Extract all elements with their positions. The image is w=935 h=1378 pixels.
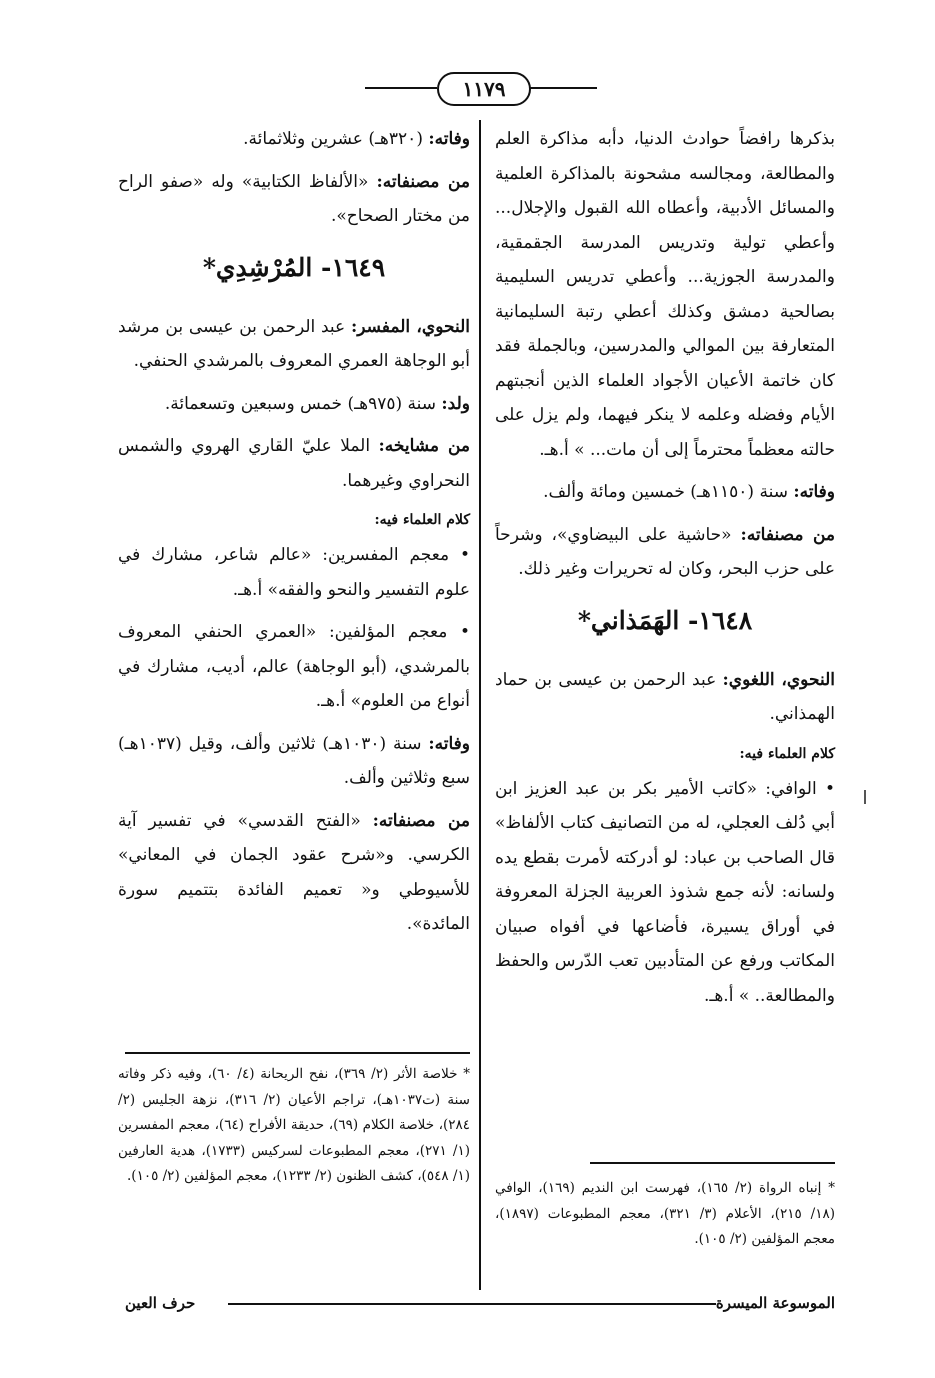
death-line [118, 122, 470, 157]
teachers-line [118, 429, 470, 498]
footnote-left: * خلاصة الأثر (٢/ ٣٦٩)، نفح الريحانة (٤/ ٦٠)، وفيه ذكر وفاته سنة (ت١٠٣٧هـ)، تراجم الأعيان (٢/ ٣١٦)، نزهة الجليس (٢/ ٢٨٤)، خلاصة الكلام (٦٩)، حديقة الأفراح (٦٤)، معجم المفسرين (١/ ٢٧١)، معجم المطبوعات لسركيس (١٧٣٣)، هدية العارفين (١/ ٥٤٨)، كشف الظنون (٢/ ١٢٣٣)، معجم المؤلفين (٢/ ١٠٥). [118, 1066, 470, 1184]
born-text: سنة (٩٧٥هـ) خمس وسبعين وتسعمائة. [164, 393, 442, 414]
entry-label: النحوي، المفسر: [350, 316, 470, 337]
death-label: وفاته: [793, 482, 835, 502]
footnote-right: * إنباه الرواة (٢/ ١٦٥)، فهرست ابن النديم (١٦٩)، الوافي (١٨/ ٢١٥)، الأعلام (٣/ ٣٢١)، معجم المطبوعات (١٨٩٧)، معجم المؤلفين (٢/ ١٠٥). [495, 1180, 835, 1247]
entry-heading-1649: ١٦٤٩- المُرْشِدِي* [202, 252, 386, 282]
works2-label: من مصنفاته: [372, 810, 471, 831]
footer-book-title: الموسوعة الميسرة [715, 1294, 835, 1312]
works-text: «الألفاظ الكتابية» وله «صفو الراح من مختار الصحاح». [118, 171, 470, 226]
entry-description [495, 663, 835, 732]
works-label: من مصنفاته: [740, 524, 835, 545]
quote-muallifin: • معجم المؤلفين: «العمري الحنفي المعروف بالمرشدي، (أبو الوجاهة) عالم، أديب، مشارك في أنواع من العلوم» أ.هـ. [118, 622, 470, 711]
entry-label: النحوي، اللغوي: [722, 669, 835, 690]
footnote-rule-right [590, 1162, 835, 1164]
death2-label: وفاته: [428, 733, 470, 754]
entry-text: عبد الرحمن بن عيسى بن حماد الهمذاني. [495, 669, 835, 724]
death-line-2 [118, 727, 470, 796]
entry-description [118, 310, 470, 379]
works-text: «حاشية على البيضاوي»، وشرحاً على حزب البحر، وكان له تحريرات وغير ذلك. [495, 524, 835, 579]
quote-mufassirin: • معجم المفسرين: «عالم شاعر، مشارك في علوم التفسير والنحو والفقه» أ.هـ. [118, 545, 470, 600]
works-line [495, 518, 835, 587]
born-line [118, 387, 470, 422]
page-number-area [0, 70, 935, 106]
page-number-rule-left [365, 87, 437, 89]
entry-heading-1648: ١٦٤٨- الهَمَذاني* [577, 605, 753, 635]
column-divider [479, 120, 481, 1290]
teachers-label: من مشايخه: [378, 436, 471, 456]
footer-section: حرف العين [125, 1294, 196, 1312]
born-label: ولد: [441, 393, 470, 414]
page-number-rule-right [527, 87, 597, 89]
footnote-rule-left [125, 1052, 470, 1054]
page-number: ١١٧٩ [437, 72, 531, 106]
works-line [118, 165, 470, 234]
left-column [118, 122, 470, 950]
death-text: (٣٢٠هـ) عشرين وثلاثمائة. [243, 129, 429, 149]
entry-text: عبد الرحمن بن عيسى بن مرشد أبو الوجاهة العمري المعروف بالمرشدي الحنفي. [118, 316, 470, 371]
footer-rule [228, 1303, 716, 1305]
death-label: وفاته: [428, 129, 470, 149]
works2-text: «الفتح القدسي» في تفسير آية الكرسي. و«شرح عقود الجمان في المعاني» للأسيوطي و« تعميم الفائدة بتتميم سورة المائدة». [118, 810, 470, 934]
scholars-heading: كلام العلماء فيه: [739, 745, 835, 762]
works-line-2 [118, 804, 470, 942]
intro-paragraph: بذكرها رافضاً حوادث الدنيا، دأبه مذاكرة العلم والمطالعة، ومجالسه مشحونة بالمذاكرة العلمية والمسائل الأدبية، وأعطاه الله القبول والإجلال... وأعطي تولية وتدريس المدرسة الجقمقية، والمدرسة الجوزية... وأعطي تدريس السليمية بصالحية دمشق وكذلك أعطي رتبة السليمانية المتعارفة بين الموالي والمدرسين، وبالجملة فقد كان خاتمة الأعيان الأجواد العلماء الذين أنجبتهم الأيام وفضله وعلمه لا ينكر فيهما، ولم يزل على حالته معظماً محترماً إلى أن مات... » أ.هـ. [495, 129, 835, 460]
teachers-text: الملا عليّ القاري الهروي والشمس النحراوي وغيرهما. [118, 436, 470, 491]
quote-wafi: • الوافي: «كاتب الأمير بكر بن عبد العزيز ابن أبي دُلف العجلي، له من التصانيف كتاب الألفاظ» قال الصاحب بن عباد: لو أدركته لأمرت بقطع يده ولسانه: لأنه جمع شذوذ العربية الجزلة المعروفة في أوراق يسيرة، فأضاعها في أفواه صبيان المكاتب ورفع عن المتأدبين تعب الدّرس والحفظ والمطالعة.. » أ.هـ. [495, 778, 835, 1006]
works-label: من مصنفاته: [376, 171, 471, 192]
death-text: سنة (١١٥٠هـ) خمسين ومائة وألف. [543, 482, 794, 502]
death-line [495, 475, 835, 510]
right-column [495, 122, 835, 1021]
margin-mark [864, 790, 866, 804]
death2-text: سنة (١٠٣٠هـ) ثلاثين وألف، وقيل (١٠٣٧هـ) سبع وثلاثين وألف. [118, 733, 470, 788]
scholars-heading: كلام العلماء فيه: [374, 512, 470, 528]
